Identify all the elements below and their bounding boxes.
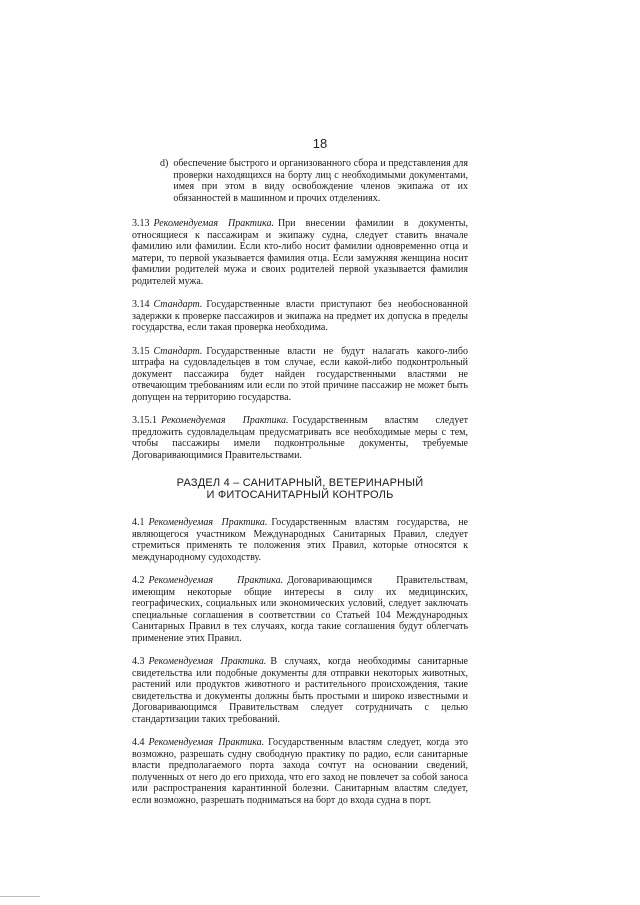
paragraph-kind: Рекомендуемая Практика.: [148, 737, 265, 748]
paragraph-3-14: [132, 299, 468, 334]
paragraph-4-3: [132, 656, 468, 725]
section-heading-line-1: РАЗДЕЛ 4 – САНИТАРНЫЙ, ВЕТЕРИНАРНЫЙ: [176, 477, 424, 489]
page-content: [132, 158, 468, 818]
page-number: 18: [312, 136, 328, 151]
paragraph-text: Государственным властям государства, не являющегося участником Международных Санитарных Правил, следует стремиться применять те положения этих Правил, которые относятся к международному судоходству.: [132, 517, 468, 563]
list-item-marker: d): [160, 158, 169, 169]
section-heading: [132, 477, 468, 501]
paragraph-text: Договаривающимся Правительствам, имеющим некоторые общие интересы в силу их медицинских, географических, социальных или экономических условий, следует заключать специальные соглашения в соответствии со Статьей 104 Международных Санитарных Правил в тех случаях, когда такие соглашения будут облегчать применение этих Правил.: [132, 575, 468, 644]
paragraph-3-13: [132, 218, 468, 287]
paragraph-number: 4.1: [132, 517, 145, 528]
paragraph-text: Государственным властям следует, когда это возможно, разрешать судну свободную практику по радио, если санитарные власти предполагаемого порта захода сочтут на основании сведений, полученных от него до его прихода, что его заход не повлечет за собой заноса или распространения карантинной болезни. Санитарным властям следует, если возможно, разрешать подниматься на борт до входа судна в порт.: [132, 737, 468, 806]
paragraph-4-1: [132, 517, 468, 563]
paragraph-number: 4.4: [132, 737, 145, 748]
paragraph-text: Государственные власти не будут налагать какого-либо штрафа на судовладельцев в том случае, если какой-либо подконтрольный документ пассажира будет найден государственными властями не отвечающим требованиям или если по этой причине пассажир не может быть допущен на территорию государства.: [132, 345, 468, 403]
paragraph-number: 3.14: [132, 299, 150, 310]
paragraph-4-2: [132, 575, 468, 644]
section-heading-line-2: И ФИТОСАНИТАРНЫЙ КОНТРОЛЬ: [206, 489, 394, 501]
paragraph-kind: Стандарт.: [153, 345, 203, 357]
paragraph-kind: Рекомендуемая Практика.: [161, 415, 289, 426]
paragraph-text: Государственным властям следует предложить судовладельцам предусматривать все необходимые меры с тем, чтобы пассажиры имели подконтрольные документы, требуемые Договаривающимися Правительствами.: [132, 415, 468, 461]
paragraph-3-15-1: [132, 415, 468, 461]
paragraph-4-4: [132, 737, 468, 806]
scan-edge-mark: [0, 896, 40, 897]
paragraph-kind: Стандарт.: [153, 299, 203, 310]
list-item-d: [160, 158, 468, 204]
paragraph-kind: Рекомендуемая Практика.: [148, 575, 284, 586]
paragraph-text: При внесении фамилии в документы, относящиеся к пассажирам и экипажу судна, следует ставить вначале фамилию или фамилии. Если кто-либо носит фамилии одновременно отца и матери, то первой указывается фамилия отца. Если замужняя женщина носит фамилии родителей мужа и своих родителей первой указывается фамилия родителей мужа.: [132, 218, 468, 287]
paragraph-text: В случаях, когда необходимы санитарные свидетельства или подобные документы для отправки некоторых животных, растений или продуктов животного и растительного происхождения, такие свидетельства и документы должны быть простыми и широко известными и Договаривающимся Правительствам следует сотрудничать с целью стандартизации таких требований.: [132, 656, 468, 725]
paragraph-text: Государственные власти приступают без необоснованной задержки к проверке пассажиров и экипажа на предмет их допуска в пределы государства, если такая проверка необходима.: [132, 299, 468, 333]
paragraph-kind: Рекомендуемая Практика.: [153, 218, 274, 229]
paragraph-number: 3.15.1: [132, 415, 157, 426]
paragraph-number: 3.15: [132, 345, 150, 357]
paragraph-kind: Рекомендуемая Практика.: [148, 517, 268, 528]
paragraph-number: 3.13: [132, 218, 150, 229]
paragraph-3-15: [132, 346, 468, 404]
paragraph-number: 4.3: [132, 656, 145, 667]
list-item-text: обеспечение быстрого и организованного сбора и представления для проверки находящихся на борту лиц с необходимыми документами, имея при этом в виду освобождение членов экипажа от их обязанностей в машинном и прочих отделениях.: [173, 158, 468, 204]
paragraph-number: 4.2: [132, 575, 145, 586]
paragraph-kind: Рекомендуемая Практика.: [148, 656, 267, 667]
